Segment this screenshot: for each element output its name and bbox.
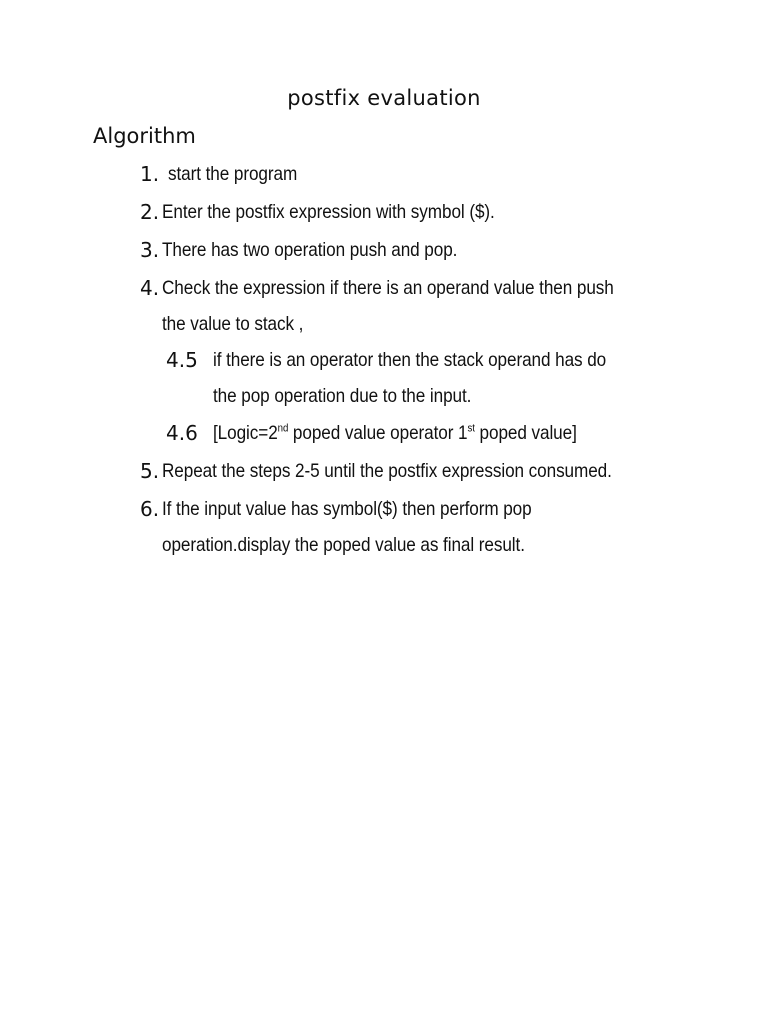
step-text: start the program (168, 163, 298, 185)
step-text: Repeat the steps 2-5 until the postfix expression consumed. (162, 460, 612, 482)
step-number: 3. (140, 238, 160, 262)
logic-formula (213, 422, 577, 445)
formula-text: poped value] (474, 422, 577, 444)
formula-text: poped value operator 1 (288, 422, 468, 444)
step-number: 2. (140, 200, 160, 224)
step-number: 5. (140, 459, 160, 483)
step-text: if there is an operator then the stack operand has do (213, 349, 607, 371)
step-text: Check the expression if there is an operand value then push (162, 277, 614, 299)
ordinal-suffix: st (467, 422, 475, 435)
step-text: There has two operation push and pop. (162, 239, 458, 261)
step-text-continued: the pop operation due to the input. (213, 385, 472, 407)
step-number: 6. (140, 497, 160, 521)
formula-text: [Logic=2 (213, 422, 278, 444)
step-text: If the input value has symbol($) then perform pop (162, 498, 532, 520)
step-text-continued: operation.display the poped value as final result. (162, 534, 525, 556)
ordinal-suffix: nd (277, 422, 289, 435)
step-number: 4.6 (166, 421, 198, 445)
step-number: 4.5 (166, 348, 198, 372)
section-heading: Algorithm (93, 124, 196, 148)
step-number: 4. (140, 276, 160, 300)
step-text-continued: the value to stack , (162, 313, 304, 335)
step-number: 1. (140, 162, 160, 186)
step-text: Enter the postfix expression with symbol ($). (162, 201, 495, 223)
document-title: postfix evaluation (287, 86, 481, 110)
